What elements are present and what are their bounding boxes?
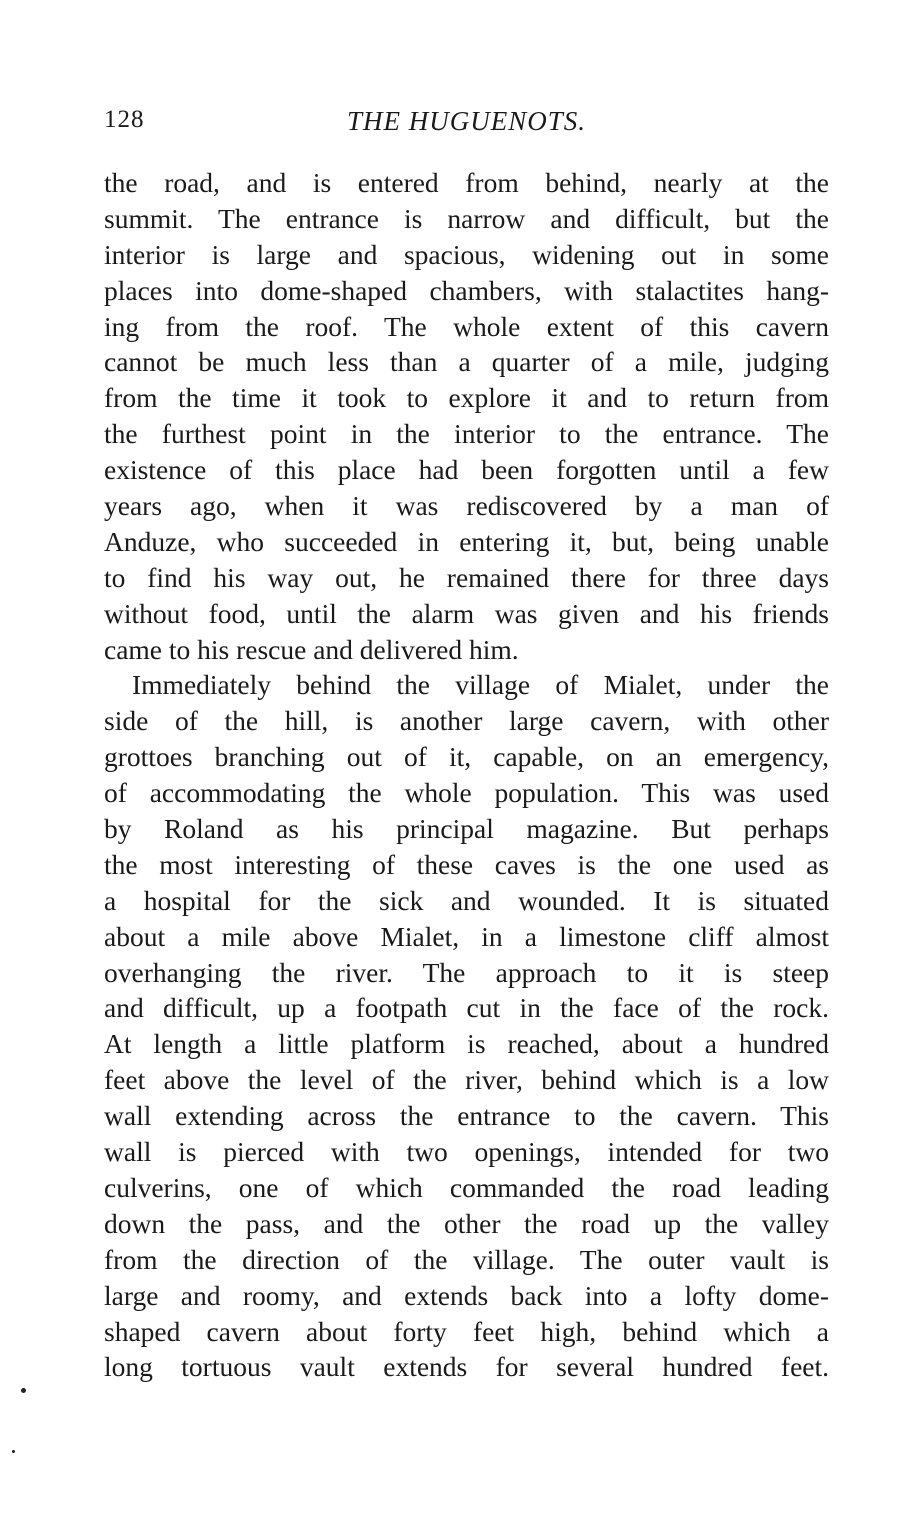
text-line: the road, and is entered from behind, nearly at the [104, 167, 829, 198]
text-line: wall extending across the entrance to the cavern. This [104, 1100, 829, 1132]
scan-speck [12, 1450, 15, 1453]
text-line: overhanging the river. The approach to it is steep [104, 956, 829, 988]
text-line: of accommodating the whole population. This was used [104, 777, 829, 809]
text-line: wall is pierced with two openings, intended for two [104, 1136, 829, 1168]
text-line: summit. The entrance is narrow and difficult, but the [104, 202, 829, 234]
text-line: the most interesting of these caves is the one used as [104, 848, 829, 880]
scan-speck [21, 1388, 26, 1393]
text-line: years ago, when it was rediscovered by a man of [104, 490, 829, 522]
text-line: about a mile above Mialet, in a limestone cliff almost [104, 920, 829, 952]
text-line: to find his way out, he remained there for three days [104, 561, 829, 593]
text-line: and difficult, up a footpath cut in the face of the rock. [104, 992, 829, 1024]
text-line: Anduze, who succeeded in entering it, but, being unable [104, 525, 829, 557]
text-line: came to his rescue and delivered him. [104, 633, 519, 665]
text-line: culverins, one of which commanded the road leading [104, 1171, 829, 1203]
text-line: large and roomy, and extends back into a lofty dome- [104, 1279, 829, 1311]
text-line: interior is large and spacious, widening out in some [104, 238, 829, 270]
text-line: grottoes branching out of it, capable, on an emergency, [104, 741, 829, 773]
text-line: feet above the level of the river, behind which is a low [104, 1064, 829, 1096]
text-line: shaped cavern about forty feet high, behind which a [104, 1315, 829, 1347]
text-line: Immediately behind the village of Mialet, under the [132, 669, 829, 701]
text-line: cannot be much less than a quarter of a mile, judging [104, 346, 829, 378]
page-header [104, 106, 829, 142]
text-line: the furthest point in the interior to the entrance. The [104, 418, 829, 450]
body-text [104, 165, 829, 1385]
text-line: ing from the roof. The whole extent of this cavern [104, 310, 829, 342]
text-line: down the pass, and the other the road up the valley [104, 1207, 829, 1239]
text-line: existence of this place had been forgotten until a few [104, 454, 829, 486]
text-line: without food, until the alarm was given and his friends [104, 597, 829, 629]
text-line: from the direction of the village. The outer vault is [104, 1243, 829, 1275]
text-line: a hospital for the sick and wounded. It is situated [104, 884, 829, 916]
page-number: 128 [104, 106, 145, 133]
text-line: places into dome-shaped chambers, with stalactites hang- [104, 274, 829, 306]
text-line: by Roland as his principal magazine. But perhaps [104, 813, 829, 845]
text-line: from the time it took to explore it and to return from [104, 382, 829, 414]
text-line: side of the hill, is another large cavern, with other [104, 705, 829, 737]
text-line: At length a little platform is reached, about a hundred [104, 1028, 829, 1060]
text-line: long tortuous vault extends for several hundred feet. [104, 1351, 829, 1383]
running-head: THE HUGUENOTS. [346, 106, 587, 136]
